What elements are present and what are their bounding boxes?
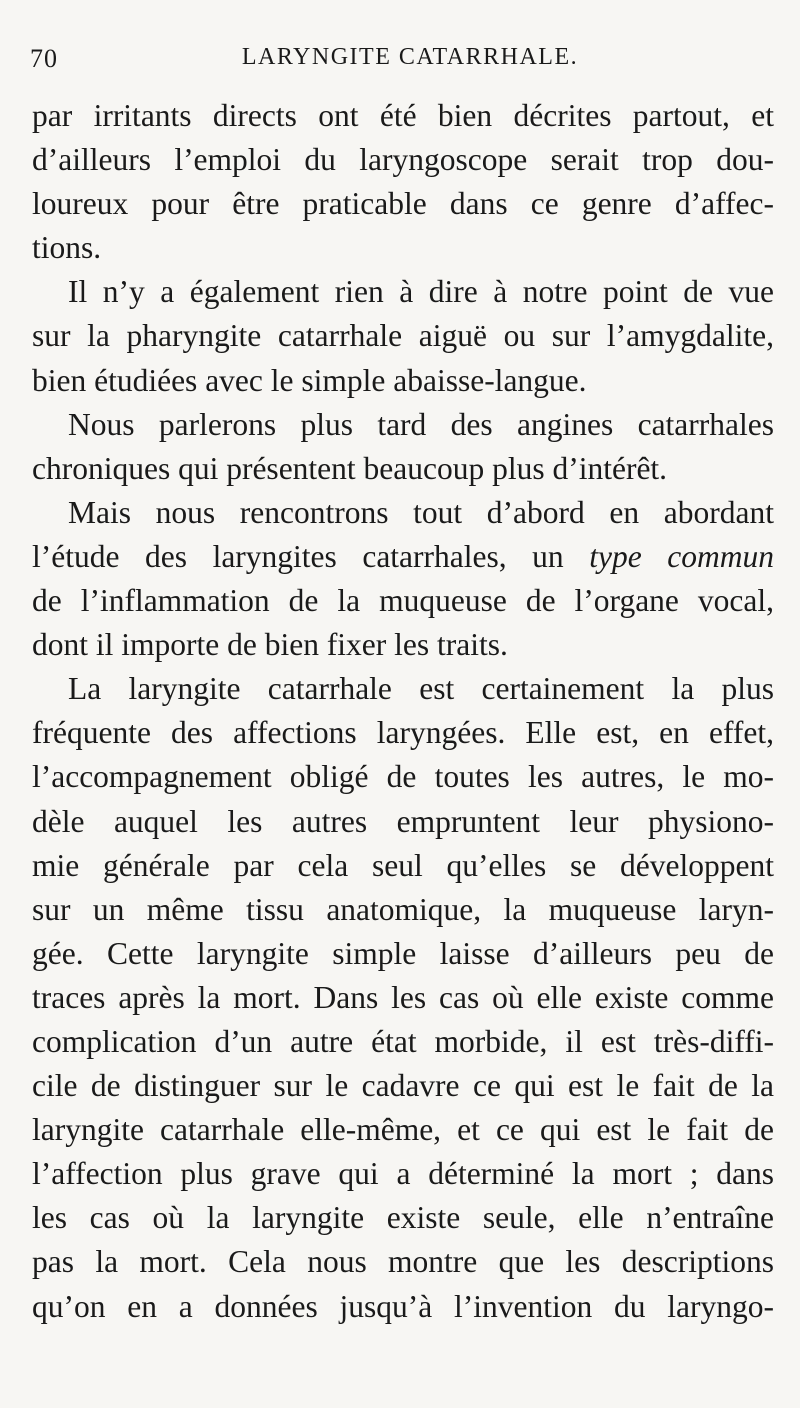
text-line: loureux pour être praticable dans ce genre d’affec- <box>32 186 774 222</box>
text-line: de l’inflammation de la muqueuse de l’organe vocal, <box>32 583 774 619</box>
text-line: gée. Cette laryngite simple laisse d’ailleurs peu de <box>32 935 774 971</box>
page-number: 70 <box>30 44 58 73</box>
text-line: bien étudiées avec le simple abaisse-langue. <box>32 362 587 398</box>
text-line: dèle auquel les autres empruntent leur physiono- <box>32 803 774 839</box>
text-line: par irritants directs ont été bien décrites partout, et <box>32 98 774 133</box>
text-line: chroniques qui présentent beaucoup plus d’intérêt. <box>32 450 668 486</box>
text-line <box>32 535 774 579</box>
text-line: d’ailleurs l’emploi du laryngoscope serait trop dou- <box>32 142 774 178</box>
text-line: l’accompagnement obligé de toutes les autres, le mo- <box>32 759 774 795</box>
text-line: Mais nous rencontrons tout d’abord en abordant <box>68 494 774 530</box>
text-line: sur un même tissu anatomique, la muqueuse laryn- <box>32 891 774 927</box>
text-line: complication d’un autre état morbide, il est très-diffi- <box>32 1023 774 1059</box>
text-line: dont il importe de bien fixer les traits. <box>32 627 508 663</box>
text-line: sur la pharyngite catarrhale aiguë ou sur l’amygdalite, <box>32 318 774 354</box>
text-run: l’étude des laryngites catarrhales, un <box>32 538 590 574</box>
text-line: traces après la mort. Dans les cas où elle existe comme <box>32 979 774 1015</box>
text-line: qu’on en a données jusqu’à l’invention du laryngo- <box>32 1288 774 1324</box>
running-title: LARYNGITE CATARRHALE. <box>241 44 579 70</box>
text-line: fréquente des affections laryngées. Elle est, en effet, <box>32 715 774 751</box>
text-line: Nous parlerons plus tard des angines catarrhales <box>68 406 774 442</box>
text-line: mie générale par cela seul qu’elles se développent <box>32 847 774 883</box>
text-line: Il n’y a également rien à dire à notre point de vue <box>68 274 774 310</box>
body-text <box>32 94 774 1329</box>
running-head <box>30 40 760 74</box>
italic-term: type commun <box>589 538 774 574</box>
text-line: cile de distinguer sur le cadavre ce qui est le fait de la <box>32 1068 774 1104</box>
text-line: l’affection plus grave qui a déterminé la mort ; dans <box>32 1156 774 1192</box>
text-line: pas la mort. Cela nous montre que les descriptions <box>32 1244 774 1280</box>
text-line: laryngite catarrhale elle-même, et ce qui est le fait de <box>32 1112 774 1148</box>
text-line: tions. <box>32 230 102 266</box>
text-line: les cas où la laryngite existe seule, elle n’entraîne <box>32 1200 774 1236</box>
text-line: La laryngite catarrhale est certainement la plus <box>68 671 774 707</box>
